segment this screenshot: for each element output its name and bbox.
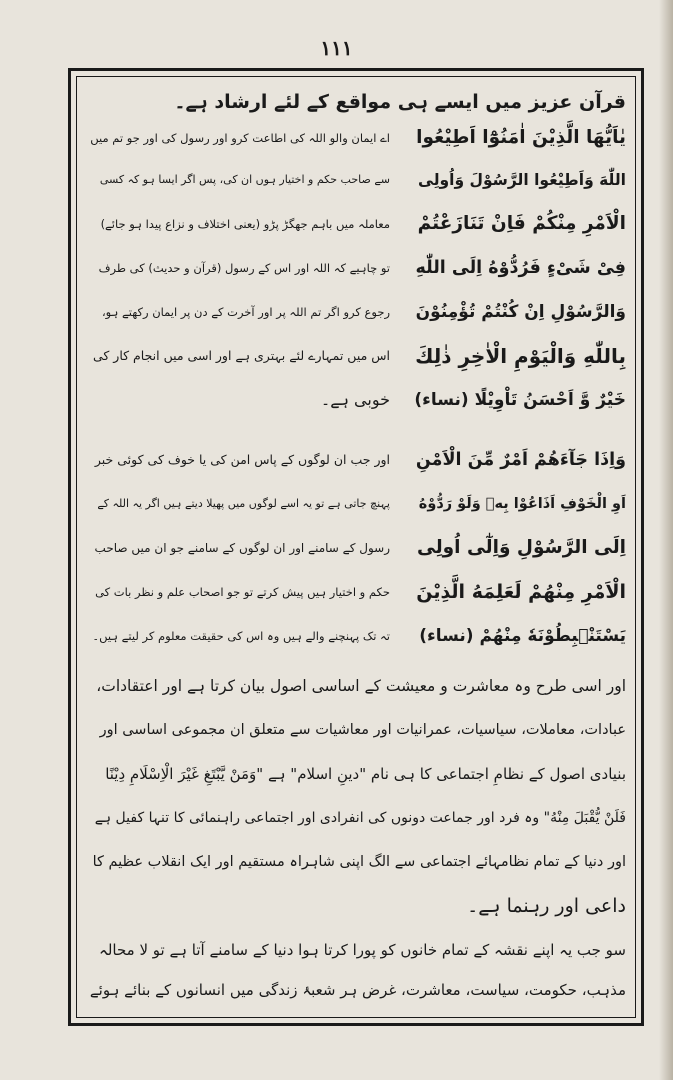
arabic-verse-line: وَالرَّسُوْلِ اِنْ كُنْتُمْ تُؤْمِنُوْنَ bbox=[415, 302, 626, 322]
page-content bbox=[90, 86, 626, 1006]
arabic-verse-line: خَیْرٌ وَّ اَحْسَنُ تَاْوِیْلًا (نساء) bbox=[414, 390, 626, 410]
page-edge-shadow bbox=[659, 0, 673, 1080]
urdu-translation-line: حکم و اختیار ہیں پیش کرتے تو جو اصحاب علم و نظر بات کی bbox=[95, 585, 390, 599]
intro-line: قرآن عزیز میں ایسے ہی مواقع کے لئے ارشاد ہے۔ bbox=[174, 91, 626, 113]
paragraph-line: اور دنیا کے تمام نظامہائے اجتماعی سے الگ اپنی شاہراہ مستقیم اور ایک انقلاب عظیم کا bbox=[92, 854, 626, 870]
arabic-verse-line: اِلَی الرَّسُوْلِ وَاِلٰٓی اُولِی bbox=[417, 537, 626, 558]
urdu-translation-line: تہ تک پہنچنے والے ہیں وہ اس کی حقیقت معلوم کر لیتے ہیں۔ bbox=[92, 629, 390, 643]
urdu-translation-line: اور جب ان لوگوں کے پاس امن کی یا خوف کی کوئی خبر bbox=[94, 452, 390, 467]
urdu-translation-line: سے صاحب حکم و اختیار ہوں ان کی، پس اگر ایسا ہو کہ کسی bbox=[99, 173, 390, 186]
page-number: ۱۱۱ bbox=[320, 36, 353, 60]
arabic-verse-line: الْاَمْرِ مِنْهُمْ لَعَلِمَهُ الَّذِیْنَ bbox=[416, 581, 626, 603]
urdu-translation-line: خوبی ہے۔ bbox=[320, 390, 390, 409]
paragraph-line: اور اسی طرح وہ معاشرت و معیشت کے اساسی اصول بیان کرتا ہے اور اعتقادات، bbox=[96, 677, 626, 695]
arabic-verse-line: یٰاَیُّهَا الَّذِیْنَ اٰمَنُوْٓا اَطِیْعُوا bbox=[416, 127, 626, 148]
urdu-translation-line: اس میں تمہارے لئے بہتری ہے اور اسی میں انجام کار کی bbox=[92, 348, 390, 363]
urdu-translation-line: رسول کے سامنے اور ان لوگوں کے سامنے جو ان میں صاحب bbox=[94, 541, 390, 555]
urdu-translation-line: رجوع کرو اگر تم اللہ پر اور آخرت کے دن پر ایمان رکھتے ہو، bbox=[101, 305, 390, 319]
arabic-verse-line: اَوِ الْخَوْفِ اَذَاعُوْا بِهٖ وَلَوْ رَدُّوْهُ bbox=[418, 496, 626, 512]
paragraph-line: بنیادی اصول کے نظامِ اجتماعی کا ہی نام "دینِ اسلام" ہے "وَمَنْ یَّبْتَغِ غَیْرَ الْاِسْلَامِ دِیْنًا bbox=[105, 765, 626, 783]
urdu-translation-line: پہنچ جاتی ہے تو یہ اسے لوگوں میں پھیلا دیتے ہیں اگر یہ اللہ کے bbox=[97, 497, 390, 510]
paragraph-line: سو جب یہ اپنے نقشہ کے تمام خانوں کو پورا کرتا ہوا دنیا کے سامنے آتا ہے تو لا محالہ bbox=[99, 941, 626, 959]
urdu-translation-line: تو چاہیے کہ اللہ اور اس کے رسول (قرآن و حدیث) کی طرف bbox=[98, 261, 390, 275]
paragraph-line: عبادات، معاملات، سیاسیات، عمرانیات اور معاشیات سے متعلق ان مجموعی اساسی اور bbox=[99, 722, 626, 738]
urdu-translation-line: اے ایمان والو اللہ کی اطاعت کرو اور رسول کی اور جو تم میں bbox=[90, 131, 390, 145]
paragraph-line: داعی اور رہنما ہے۔ bbox=[467, 895, 626, 917]
paragraph-line: فَلَنْ یُّقْبَلَ مِنْهُ" وہ فرد اور جماعت دونوں کی انفرادی اور اجتماعی راہنمائی کا تنہا کفیل ہے bbox=[94, 810, 626, 826]
arabic-verse-line: بِاللّٰهِ وَالْیَوْمِ الْاٰخِرِ ذٰلِكَ bbox=[415, 344, 626, 368]
arabic-verse-line: یَسْتَنْۢبِطُوْنَهٗ مِنْهُمْ (نساء) bbox=[419, 626, 626, 646]
paragraph-line: مذہب، حکومت، سیاست، معاشرت، غرض ہر شعبۂ زندگی میں انسانوں کے بنائے ہوئے bbox=[90, 981, 626, 999]
arabic-verse-line: اللّٰهَ وَاَطِیْعُوا الرَّسُوْلَ وَاُولِی bbox=[418, 171, 626, 189]
arabic-verse-line: الْاَمْرِ مِنْكُمْ فَاِنْ تَنَازَعْتُمْ bbox=[417, 213, 626, 234]
arabic-verse-line: وَاِذَا جَآءَهُمْ اَمْرٌ مِّنَ الْاَمْنِ bbox=[415, 450, 626, 470]
urdu-translation-line: معاملہ میں باہم جھگڑ پڑو (یعنی اختلاف و نزاع پیدا ہو جائے) bbox=[100, 217, 390, 231]
arabic-verse-line: فِیْ شَیْءٍ فَرُدُّوْهُ اِلَی اللّٰهِ bbox=[415, 258, 626, 278]
